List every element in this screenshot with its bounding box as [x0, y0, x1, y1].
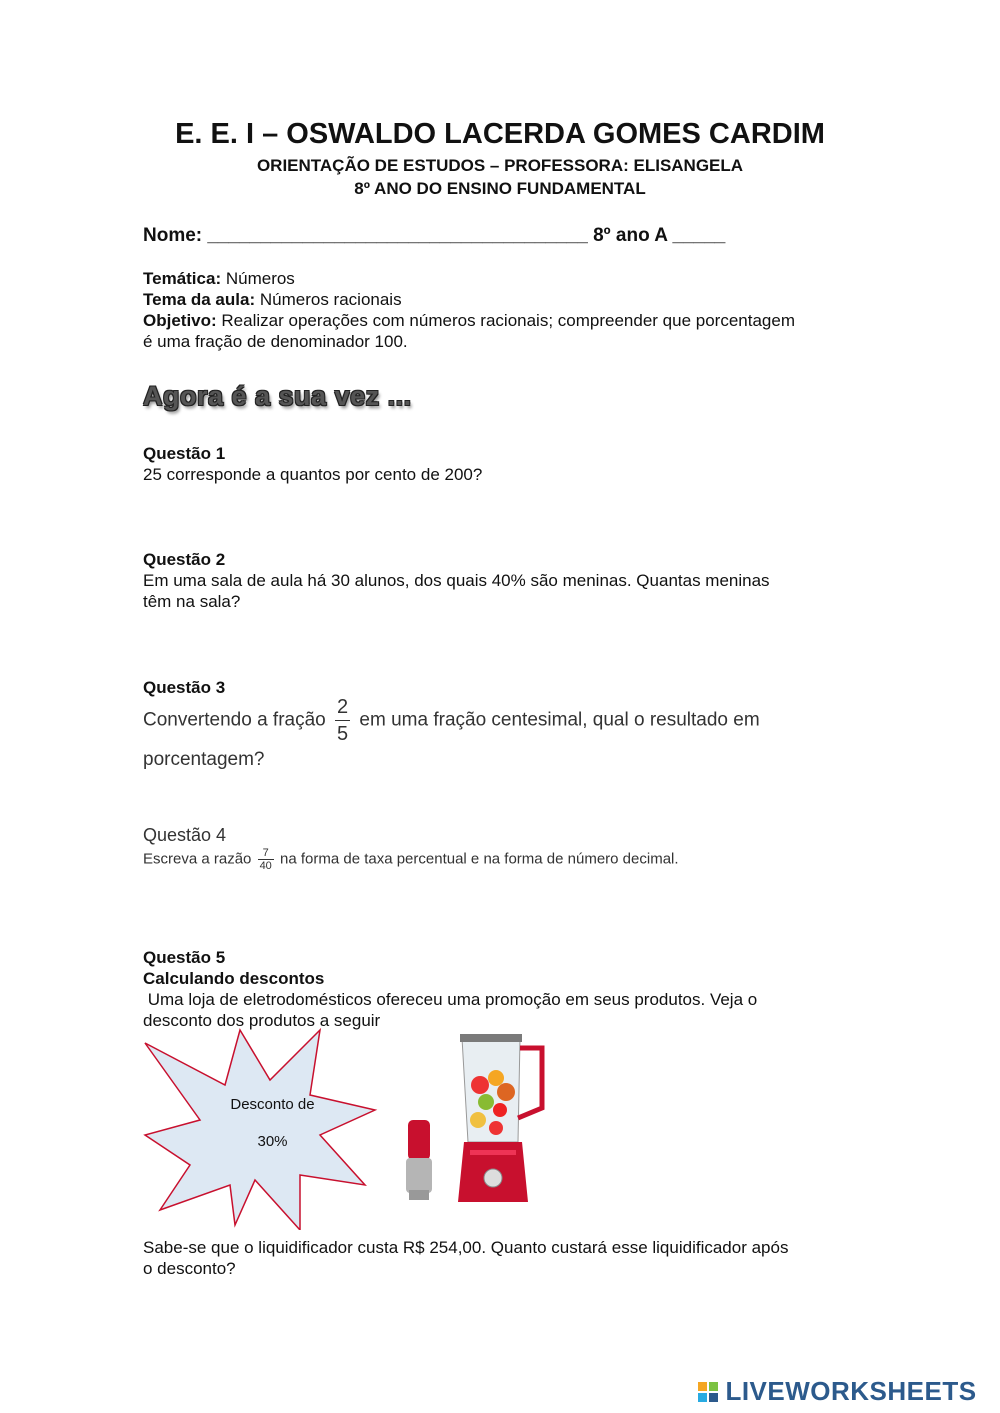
tematica-value: Números	[225, 269, 295, 288]
question-5-subtitle: Calculando descontos	[143, 969, 325, 988]
objetivo-value-cont: é uma fração de denominador 100.	[143, 332, 408, 351]
starburst-line2: 30%	[257, 1133, 288, 1150]
question-5-line2: desconto dos produtos a seguir	[143, 1011, 381, 1030]
question-4-title: Questão 4	[143, 825, 227, 845]
fraction-numerator: 2	[335, 694, 350, 721]
fraction-numerator: 7	[258, 847, 274, 860]
question-4-before: Escreva a razão	[143, 850, 252, 868]
objetivo-value: Realizar operações com números racionais; compreender que porcentagem	[221, 311, 795, 330]
tema-value: Números racionais	[259, 290, 402, 309]
fraction-7-40	[258, 847, 274, 872]
discount-starburst	[140, 1025, 380, 1230]
question-1-title: Questão 1	[143, 444, 226, 463]
question-2-line2: têm na sala?	[143, 592, 241, 611]
question-3-title: Questão 3	[143, 678, 226, 697]
question-5	[143, 947, 757, 1031]
objetivo-label: Objetivo:	[143, 311, 217, 330]
grade-line: 8º ANO DO ENSINO FUNDAMENTAL	[354, 179, 646, 198]
fraction-2-5	[335, 694, 350, 747]
question-2-line1: Em uma sala de aula há 30 alunos, dos quais 40% são meninas. Quantas meninas	[143, 571, 770, 590]
question-1-text: 25 corresponde a quantos por cento de 200?	[143, 465, 483, 484]
question-3-after: em uma fração centesimal, qual o resultado em	[359, 709, 760, 731]
logo-text: LIVEWORKSHEETS	[725, 1376, 977, 1406]
question-2-title: Questão 2	[143, 550, 226, 569]
name-blank[interactable]: ____________________________________	[207, 225, 588, 246]
banner-heading: Agora é a sua vez ...	[143, 381, 412, 411]
meta-block	[143, 268, 795, 352]
class-label: 8º ano A _____	[593, 225, 726, 246]
question-2	[143, 549, 770, 612]
question-5-final	[143, 1237, 788, 1279]
logo-mark-icon	[697, 1381, 721, 1403]
question-5-final-line1: Sabe-se que o liquidificador custa R$ 254,00. Quanto custará esse liquidificador após	[143, 1238, 789, 1257]
school-title: E. E. I – OSWALDO LACERDA GOMES CARDIM	[175, 118, 825, 150]
question-4-after: na forma de taxa percentual e na forma de número decimal.	[279, 850, 679, 868]
blender-image	[400, 1030, 550, 1210]
fraction-denominator: 40	[259, 860, 272, 872]
question-3-before: Convertendo a fração	[143, 709, 326, 731]
starburst-line1: Desconto de	[230, 1096, 315, 1113]
liveworksheets-logo	[697, 1376, 977, 1407]
question-5-title: Questão 5	[143, 948, 226, 967]
question-5-line1: Uma loja de eletrodomésticos ofereceu uma promoção em seus produtos. Veja o	[143, 990, 758, 1009]
page-subtitle: ORIENTAÇÃO DE ESTUDOS – PROFESSORA: ELISANGELA	[256, 156, 744, 175]
name-label: Nome:	[143, 225, 203, 246]
name-line	[143, 225, 725, 247]
question-3-body	[143, 694, 760, 773]
question-4-body	[143, 847, 679, 872]
question-5-final-line2: o desconto?	[143, 1259, 236, 1278]
question-1	[143, 443, 482, 485]
tematica-label: Temática:	[143, 269, 222, 288]
tema-label: Tema da aula:	[143, 290, 256, 309]
fraction-denominator: 5	[337, 723, 349, 745]
question-3-line2: porcentagem?	[143, 749, 265, 770]
